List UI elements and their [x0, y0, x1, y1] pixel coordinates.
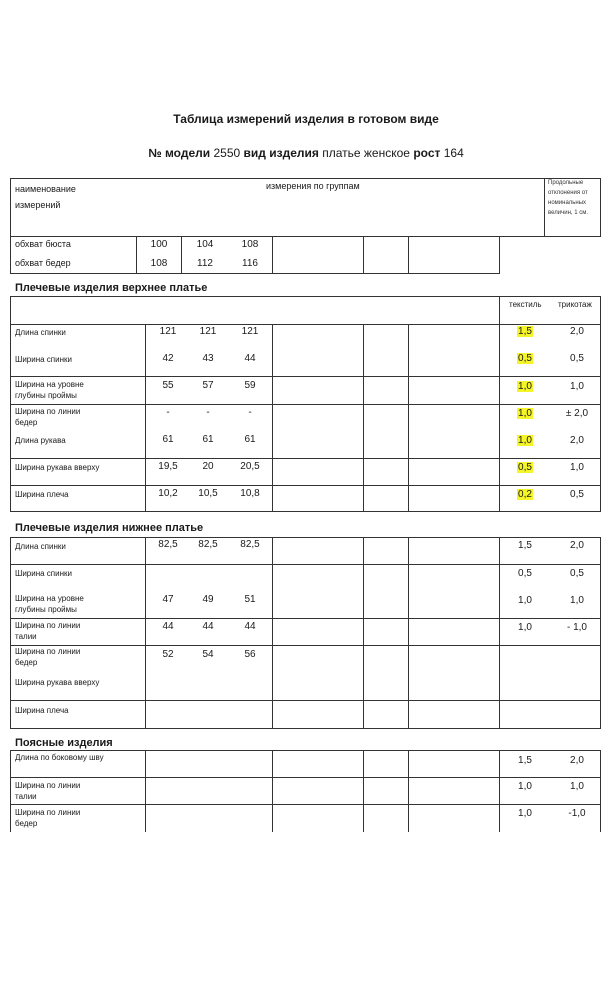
rule	[408, 236, 409, 274]
rule	[10, 273, 500, 274]
row-label: Ширина по линии талии	[15, 781, 81, 801]
tolerance-textile: 0,5	[518, 353, 532, 364]
section-title: Плечевые изделия верхнее платье	[15, 282, 208, 294]
row-label: обхват бедер	[15, 258, 71, 268]
model-type-label: вид изделия	[243, 146, 319, 160]
value: 82,5	[240, 539, 260, 550]
model-height-label: рост	[413, 146, 441, 160]
col-header-textile: текстиль	[509, 300, 542, 309]
row-label: Длина рукава	[15, 436, 66, 445]
value: 20,5	[240, 461, 260, 472]
row-label: Длина спинки	[15, 328, 66, 337]
value: 52	[162, 649, 174, 660]
tolerance-knit: 0,5	[570, 353, 584, 364]
rule	[600, 178, 601, 236]
value: 116	[242, 258, 258, 269]
value: 20	[202, 461, 214, 472]
tolerance-knit: 2,0	[570, 435, 584, 446]
row-label: Ширина по линии бедер	[15, 407, 81, 427]
rule	[272, 324, 273, 512]
tolerance-textile: 0,5	[518, 462, 532, 473]
tolerance-knit: 0,5	[570, 489, 584, 500]
row-label: Ширина по линии бедер	[15, 647, 81, 667]
rule	[544, 178, 545, 236]
value: 56	[244, 649, 256, 660]
row-label: Ширина спинки	[15, 569, 72, 578]
section-title: Поясные изделия	[15, 737, 113, 749]
rule	[10, 236, 601, 237]
value: 108	[150, 258, 168, 269]
rule	[145, 750, 146, 832]
value: 100	[150, 239, 168, 250]
section-title: Плечевые изделия нижнее платье	[15, 522, 204, 534]
tolerance-knit: 1,0	[570, 781, 584, 792]
value: 49	[202, 594, 214, 605]
row-label: Ширина плеча	[15, 490, 69, 499]
value: 59	[244, 380, 256, 391]
rule	[10, 458, 601, 459]
rule	[363, 236, 364, 274]
rule	[136, 236, 137, 274]
rule	[10, 700, 601, 701]
row-label: Длина по боковому шву	[15, 753, 104, 762]
value: 44	[244, 621, 256, 632]
row-label: обхват бюста	[15, 239, 71, 249]
value: 44	[162, 621, 174, 632]
tolerance-knit: -1,0	[568, 808, 586, 819]
model-no-label: № модели	[148, 146, 211, 160]
rule	[499, 236, 500, 274]
value: -	[206, 407, 210, 418]
tolerance-textile: 1,5	[518, 326, 532, 337]
value: 57	[202, 380, 214, 391]
model-no: 2550	[213, 146, 241, 160]
value: -	[166, 407, 170, 418]
rule	[600, 750, 601, 832]
rule	[272, 750, 273, 832]
tolerance-knit: 0,5	[570, 568, 584, 579]
rule	[408, 324, 409, 512]
value: 42	[162, 353, 174, 364]
value: 61	[162, 434, 174, 445]
value: 121	[241, 326, 259, 337]
tolerance-textile: 0,2	[518, 489, 532, 500]
header-groups: измерения по группам	[266, 181, 360, 191]
header-tolerance: Продольные отклонения от номинальных величин, 1 см.	[548, 180, 589, 216]
tolerance-textile: 1,0	[518, 435, 532, 446]
col-header-knit: трикотаж	[558, 300, 592, 309]
value: 51	[244, 594, 256, 605]
value: 44	[202, 621, 214, 632]
tolerance-textile: 1,0	[518, 808, 532, 819]
tolerance-textile: 1,0	[518, 781, 532, 792]
rule	[10, 376, 601, 377]
value: 61	[202, 434, 214, 445]
model-type: платье женское	[322, 146, 410, 160]
rule	[10, 804, 601, 805]
value: 108	[241, 239, 259, 250]
model-line	[0, 146, 612, 160]
rule	[10, 178, 601, 179]
value: 10,2	[158, 488, 178, 499]
row-label: Ширина на уровне глубины проймы	[15, 380, 84, 400]
rule	[363, 750, 364, 832]
rule	[10, 296, 601, 297]
row-label: Ширина по линии талии	[15, 621, 81, 641]
rule	[10, 178, 11, 274]
row-label: Длина спинки	[15, 542, 66, 551]
tolerance-knit: 2,0	[570, 755, 584, 766]
value: 10,5	[198, 488, 218, 499]
tolerance-textile: 1,5	[518, 755, 532, 766]
rule	[10, 324, 601, 325]
rule	[10, 728, 601, 729]
rule	[272, 236, 273, 274]
row-label: Ширина рукава вверху	[15, 678, 100, 687]
rule	[145, 324, 146, 512]
value: 82,5	[198, 539, 218, 550]
model-height: 164	[443, 146, 464, 160]
value: 19,5	[158, 461, 178, 472]
value: 47	[162, 594, 174, 605]
value: 112	[197, 258, 213, 269]
rule	[10, 777, 601, 778]
tolerance-knit: 1,0	[570, 462, 584, 473]
tolerance-knit: 1,0	[570, 381, 584, 392]
value: 54	[202, 649, 214, 660]
rule	[10, 618, 601, 619]
value: 10,8	[240, 488, 260, 499]
tolerance-knit: 2,0	[570, 540, 584, 551]
tolerance-textile: 1,0	[518, 595, 532, 606]
value: 104	[196, 239, 214, 250]
row-label: Ширина на уровне глубины проймы	[15, 594, 84, 614]
rule	[181, 236, 182, 274]
rule	[10, 537, 601, 538]
tolerance-textile: 1,5	[518, 540, 532, 551]
row-label: Ширина рукава вверху	[15, 463, 100, 472]
tolerance-knit: 2,0	[570, 326, 584, 337]
tolerance-textile: 1,0	[518, 408, 532, 419]
value: 82,5	[158, 539, 178, 550]
row-label: Ширина плеча	[15, 706, 69, 715]
value: 61	[244, 434, 256, 445]
rule	[10, 750, 11, 832]
page-title: Таблица измерений изделия в готовом виде	[173, 112, 439, 126]
value: 44	[244, 353, 256, 364]
tolerance-textile: 1,0	[518, 381, 532, 392]
tolerance-knit: ± 2,0	[565, 408, 589, 419]
value: 121	[199, 326, 217, 337]
rule	[10, 564, 601, 565]
rule	[10, 404, 601, 405]
rule	[10, 485, 601, 486]
rule	[10, 511, 601, 512]
value: 55	[162, 380, 174, 391]
value: 43	[202, 353, 214, 364]
row-label: Ширина спинки	[15, 355, 72, 364]
rule	[499, 750, 500, 832]
tolerance-textile: 0,5	[518, 568, 532, 579]
rule	[10, 645, 601, 646]
tolerance-knit: - 1,0	[566, 622, 587, 633]
tolerance-knit: 1,0	[570, 595, 584, 606]
row-label: Ширина по линии бедер	[15, 808, 81, 828]
header-name: наименование измерений	[15, 184, 76, 210]
tolerance-textile: 1,0	[518, 622, 532, 633]
value: -	[248, 407, 252, 418]
rule	[408, 750, 409, 832]
rule	[363, 324, 364, 512]
value: 121	[159, 326, 177, 337]
rule	[10, 750, 601, 751]
